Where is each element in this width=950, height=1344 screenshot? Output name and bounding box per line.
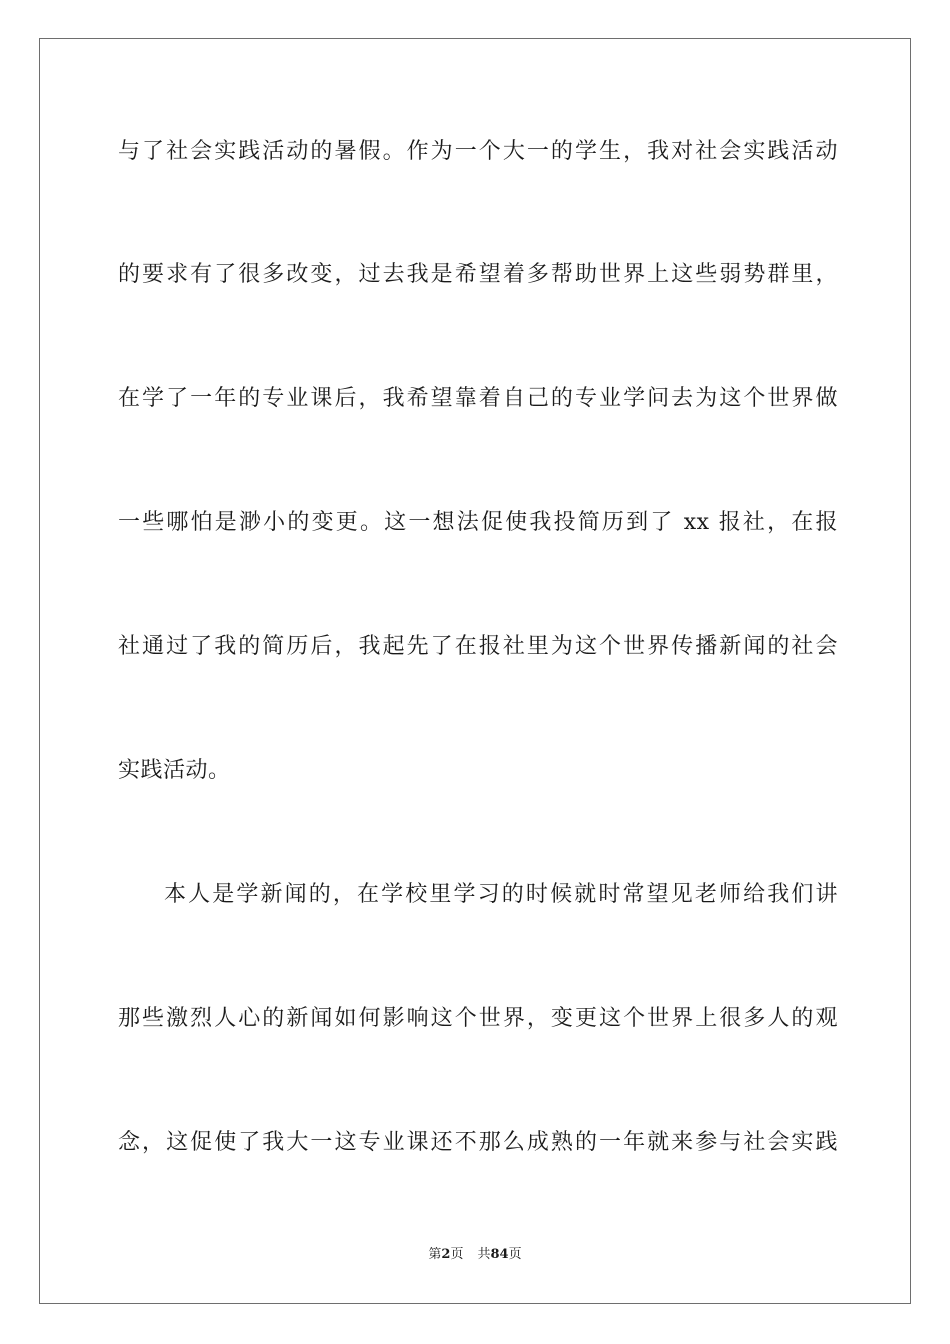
page-prefix: 第 — [428, 1247, 442, 1262]
total-suffix: 页 — [508, 1247, 522, 1262]
page-suffix: 页 — [450, 1247, 464, 1262]
body-line-5: 社通过了我的简历后，我起先了在报社里为这个世界传播新闻的社会 — [118, 634, 838, 659]
body-line-3: 在学了一年的专业课后，我希望靠着自己的专业学问去为这个世界做 — [118, 386, 838, 411]
page-border — [39, 38, 911, 1304]
body-line-2: 的要求有了很多改变，过去我是希望着多帮助世界上这些弱势群里， — [118, 262, 838, 287]
body-line-4: 一些哪怕是渺小的变更。这一想法促使我投简历到了 xx 报社，在报 — [118, 510, 838, 535]
body-line-9: 念，这促使了我大一这专业课还不那么成熟的一年就来参与社会实践 — [118, 1130, 838, 1155]
total-prefix: 共 — [477, 1247, 491, 1262]
page-footer — [0, 1246, 950, 1264]
body-line-8: 那些激烈人心的新闻如何影响这个世界，变更这个世界上很多人的观 — [118, 1006, 838, 1031]
total-pages: 84 — [490, 1247, 509, 1262]
body-line-6: 实践活动。 — [118, 758, 231, 783]
body-line-7: 本人是学新闻的，在学校里学习的时候就时常望见老师给我们讲 — [164, 882, 838, 907]
page-number: 2 — [441, 1247, 451, 1262]
body-line-1: 与了社会实践活动的暑假。作为一个大一的学生，我对社会实践活动 — [118, 139, 838, 164]
